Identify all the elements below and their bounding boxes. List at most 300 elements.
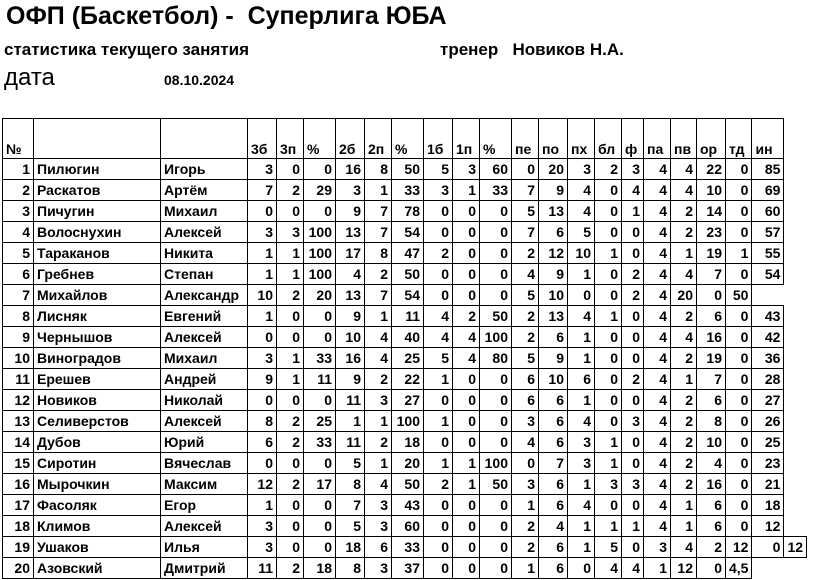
table-cell: 4 [644,348,671,369]
table-cell: 22 [697,159,726,180]
column-header: 3п [277,119,304,159]
surname-cell: Сиротин [34,453,161,474]
table-cell: 0 [453,411,480,432]
table-cell: 3 [248,537,277,558]
table-cell: 2 [512,327,539,348]
table-cell: 0 [453,285,480,306]
table-row [3,474,807,495]
column-header: пх [568,119,595,159]
table-cell: 20 [392,453,424,474]
surname-cell: Раскатов [34,180,161,201]
firstname-cell: Вячеслав [161,453,248,474]
table-row [3,537,807,558]
table-cell: 7 [697,264,726,285]
table-cell: 3 [453,159,480,180]
table-cell: 3 [622,411,644,432]
table-cell: 0 [453,537,480,558]
table-cell: 13 [336,222,365,243]
table-cell: 2 [671,432,697,453]
table-cell: 50 [392,264,424,285]
table-cell: 2 [424,474,453,495]
table-cell: 50 [392,159,424,180]
surname-cell: Фасоляк [34,495,161,516]
table-cell: 1 [512,495,539,516]
firstname-cell: Никита [161,243,248,264]
table-cell: 1 [644,558,671,579]
table-cell: 0 [480,369,512,390]
table-cell: 2 [671,390,697,411]
table-cell: 5 [512,348,539,369]
table-cell: 5 [512,285,539,306]
table-cell: 0 [726,327,752,348]
table-cell: 0 [595,390,622,411]
table-cell: 33 [304,432,336,453]
table-cell: 60 [392,516,424,537]
table-cell: 0 [595,222,622,243]
table-cell: 19 [3,537,34,558]
surname-cell: Новиков [34,390,161,411]
table-cell: 3 [248,348,277,369]
surname-cell: Мырочкин [34,474,161,495]
table-cell: 0 [512,453,539,474]
table-cell: 2 [512,243,539,264]
table-cell: 0 [453,243,480,264]
table-cell: 42 [752,327,784,348]
table-cell: 0 [595,348,622,369]
table-cell: 36 [752,348,784,369]
surname-cell: Тараканов [34,243,161,264]
table-cell: 14 [697,201,726,222]
table-cell: 16 [697,327,726,348]
table-cell: 2 [671,222,697,243]
table-cell: 0 [480,411,512,432]
table-cell: 4 [644,327,671,348]
table-cell: 0 [453,558,480,579]
table-cell: 0 [726,474,752,495]
table-cell: 2 [512,516,539,537]
table-cell: 0 [512,159,539,180]
table-cell: 1 [568,390,595,411]
table-cell: 27 [752,390,784,411]
table-cell: 2 [671,411,697,432]
table-cell: 0 [424,201,453,222]
table-cell: 3 [365,558,392,579]
table-cell: 4 [644,495,671,516]
table-cell: 7 [248,180,277,201]
table-row [3,243,807,264]
table-cell: 60 [480,159,512,180]
table-cell: 2 [277,558,304,579]
firstname-cell: Михаил [161,348,248,369]
table-cell: 0 [424,264,453,285]
table-cell: 33 [392,537,424,558]
table-cell: 0 [622,327,644,348]
table-cell: 0 [568,558,595,579]
table-cell: 6 [539,390,568,411]
column-header: бл [595,119,622,159]
table-cell: 11 [248,558,277,579]
table-cell: 0 [424,558,453,579]
table-cell: 3 [644,537,671,558]
table-cell: 4 [671,537,697,558]
table-cell: 4 [644,390,671,411]
table-cell: 7 [3,285,34,306]
table-cell: 19 [697,348,726,369]
table-cell: 4 [3,222,34,243]
table-cell: 0 [248,327,277,348]
table-cell: 25 [752,432,784,453]
table-cell: 0 [304,495,336,516]
table-cell: 2 [453,306,480,327]
surname-cell: Пичугин [34,201,161,222]
table-cell: 6 [512,369,539,390]
table-cell: 0 [480,558,512,579]
table-cell: 54 [392,285,424,306]
table-cell: 0 [726,369,752,390]
table-cell: 1 [3,159,34,180]
table-row [3,390,807,411]
table-cell: 4 [644,264,671,285]
table-cell: 0 [622,243,644,264]
table-cell: 0 [424,516,453,537]
table-cell: 0 [248,390,277,411]
table-cell: 1 [595,432,622,453]
table-cell: 1 [336,411,365,432]
table-cell: 18 [752,495,784,516]
table-cell: 13 [539,201,568,222]
table-cell: 18 [304,558,336,579]
firstname-cell: Игорь [161,159,248,180]
column-header [161,119,248,159]
table-cell: 0 [424,537,453,558]
table-cell: 2 [622,264,644,285]
table-cell: 0 [726,348,752,369]
column-header: 2п [365,119,392,159]
table-cell: 4 [568,411,595,432]
table-cell: 8 [697,411,726,432]
table-cell: 1 [424,369,453,390]
table-cell: 2 [622,369,644,390]
table-cell: 1 [453,453,480,474]
column-header: % [392,119,424,159]
table-cell: 1 [595,306,622,327]
table-cell: 4 [671,327,697,348]
table-cell: 0 [726,432,752,453]
table-cell: 1 [453,474,480,495]
table-cell: 2 [277,474,304,495]
table-cell: 4 [424,327,453,348]
column-header: тд [726,119,752,159]
table-cell: 4 [568,306,595,327]
table-cell: 4 [644,453,671,474]
table-cell: 0 [277,453,304,474]
table-cell: 2 [277,432,304,453]
table-cell: 20 [3,558,34,579]
surname-cell: Волоснухин [34,222,161,243]
table-cell: 2 [697,537,726,558]
table-cell: 0 [277,201,304,222]
table-cell: 1 [622,516,644,537]
table-cell: 0 [277,159,304,180]
table-cell: 0 [622,390,644,411]
table-cell: 100 [392,411,424,432]
table-cell: 4 [336,264,365,285]
table-cell: 3 [277,222,304,243]
table-cell: 33 [304,348,336,369]
surname-cell: Чернышов [34,327,161,348]
table-cell: 5 [3,243,34,264]
table-cell: 57 [752,222,784,243]
table-cell: 54 [392,222,424,243]
table-cell: 7 [365,201,392,222]
table-cell: 4 [644,201,671,222]
table-cell: 2 [622,285,644,306]
table-cell: 4 [671,264,697,285]
table-cell: 4 [512,432,539,453]
firstname-cell: Алексей [161,411,248,432]
table-cell: 2 [3,180,34,201]
surname-cell: Виноградов [34,348,161,369]
table-cell: 2 [671,306,697,327]
table-cell: 1 [671,516,697,537]
table-cell: 0 [595,201,622,222]
table-cell: 4 [365,348,392,369]
table-cell: 20 [304,285,336,306]
table-cell: 4 [644,285,671,306]
column-header: пе [512,119,539,159]
table-cell: 0 [726,264,752,285]
table-cell: 12 [784,537,807,558]
table-row [3,222,807,243]
table-cell: 0 [453,222,480,243]
table-cell: 0 [726,495,752,516]
table-cell: 1 [277,348,304,369]
table-cell: 2 [671,348,697,369]
table-cell: 1 [365,180,392,201]
table-cell: 3 [248,159,277,180]
table-cell: 4 [568,201,595,222]
table-cell: 4 [671,159,697,180]
table-cell: 2 [277,411,304,432]
table-cell: 47 [392,243,424,264]
table-row [3,432,807,453]
table-cell: 9 [336,201,365,222]
table-cell: 1 [595,516,622,537]
table-cell: 10 [3,348,34,369]
table-cell: 1 [671,243,697,264]
table-cell: 0 [726,306,752,327]
table-row [3,411,807,432]
table-cell: 0 [480,432,512,453]
table-cell: 4 [568,180,595,201]
table-cell: 100 [304,222,336,243]
table-cell: 0 [726,411,752,432]
table-cell: 0 [726,516,752,537]
table-cell: 100 [304,264,336,285]
table-body [3,159,807,579]
table-cell: 50 [480,474,512,495]
table-cell: 1 [277,243,304,264]
table-cell: 5 [595,537,622,558]
table-cell: 10 [336,327,365,348]
table-cell: 5 [336,453,365,474]
surname-cell: Михайлов [34,285,161,306]
table-cell: 0 [622,222,644,243]
table-cell: 0 [304,537,336,558]
table-cell: 78 [392,201,424,222]
table-cell: 9 [539,180,568,201]
table-cell: 2 [365,264,392,285]
table-cell: 0 [622,495,644,516]
firstname-cell: Илья [161,537,248,558]
table-cell: 28 [752,369,784,390]
table-cell: 6 [539,327,568,348]
table-cell: 6 [365,537,392,558]
column-header: 1б [424,119,453,159]
table-cell: 4 [644,180,671,201]
date-value: 08.10.2024 [164,72,235,88]
table-cell: 0 [726,390,752,411]
table-cell: 16 [3,474,34,495]
table-cell: 2 [424,243,453,264]
firstname-cell: Андрей [161,369,248,390]
table-cell: 6 [697,495,726,516]
table-cell: 18 [336,537,365,558]
table-cell: 0 [480,264,512,285]
column-header: 3б [248,119,277,159]
table-cell: 7 [512,180,539,201]
stats-table [2,118,807,579]
table-cell: 3 [512,474,539,495]
table-cell: 3 [424,180,453,201]
table-cell: 85 [752,159,784,180]
table-cell: 20 [539,159,568,180]
table-row [3,558,807,579]
table-cell: 4 [644,411,671,432]
table-cell: 8 [336,474,365,495]
table-cell: 9 [248,369,277,390]
table-cell: 7 [512,222,539,243]
table-cell: 0 [697,558,726,579]
column-header: пв [671,119,697,159]
firstname-cell: Евгений [161,306,248,327]
table-cell: 4 [644,432,671,453]
table-header-row [3,119,807,159]
column-header: № [3,119,34,159]
table-cell: 0 [248,453,277,474]
column-header: 1п [453,119,480,159]
table-cell: 50 [480,306,512,327]
table-cell: 0 [277,390,304,411]
surname-cell: Пилюгин [34,159,161,180]
table-cell: 8 [3,306,34,327]
table-cell: 1 [277,369,304,390]
table-cell: 6 [539,495,568,516]
table-cell: 4 [644,474,671,495]
table-cell: 0 [595,411,622,432]
table-cell: 5 [512,201,539,222]
table-cell: 4 [539,516,568,537]
table-cell: 4,5 [726,558,752,579]
table-cell: 17 [3,495,34,516]
table-cell: 7 [697,369,726,390]
table-cell: 13 [3,411,34,432]
table-cell: 0 [304,159,336,180]
table-cell: 1 [248,495,277,516]
table-cell: 55 [752,243,784,264]
table-cell: 0 [726,453,752,474]
table-cell: 0 [622,537,644,558]
table-cell: 4 [671,180,697,201]
table-cell: 1 [595,243,622,264]
table-cell: 4 [644,159,671,180]
table-cell: 0 [453,390,480,411]
table-row [3,159,807,180]
firstname-cell: Алексей [161,327,248,348]
table-row [3,369,807,390]
table-cell: 0 [480,285,512,306]
column-header: ин [752,119,784,159]
table-cell: 2 [512,306,539,327]
table-cell: 6 [3,264,34,285]
table-cell: 19 [697,243,726,264]
table-cell: 33 [392,180,424,201]
table-cell: 0 [595,495,622,516]
table-cell: 16 [697,474,726,495]
table-cell: 4 [697,453,726,474]
column-header: ор [697,119,726,159]
table-cell: 4 [644,516,671,537]
table-cell: 2 [671,474,697,495]
table-cell: 1 [248,243,277,264]
table-cell: 12 [671,558,697,579]
table-cell: 22 [392,369,424,390]
table-cell: 0 [424,390,453,411]
column-header [34,119,161,159]
table-cell: 20 [671,285,697,306]
table-cell: 3 [622,159,644,180]
table-cell: 33 [480,180,512,201]
table-cell: 4 [568,495,595,516]
table-cell: 3 [365,495,392,516]
table-cell: 0 [568,285,595,306]
table-cell: 0 [277,306,304,327]
table-cell: 0 [595,264,622,285]
table-cell: 0 [595,369,622,390]
table-row [3,327,807,348]
table-cell: 0 [595,285,622,306]
table-cell: 3 [595,474,622,495]
table-cell: 17 [304,474,336,495]
table-cell: 25 [304,411,336,432]
table-cell: 4 [622,180,644,201]
table-cell: 2 [277,285,304,306]
table-cell: 2 [277,180,304,201]
table-cell: 1 [424,453,453,474]
table-row [3,348,807,369]
table-cell: 3 [365,516,392,537]
table-cell: 1 [424,411,453,432]
table-cell: 0 [304,327,336,348]
table-row [3,453,807,474]
table-cell: 0 [480,222,512,243]
table-cell: 5 [424,348,453,369]
table-cell: 4 [595,558,622,579]
table-cell: 10 [697,432,726,453]
table-cell: 21 [752,474,784,495]
table-cell: 37 [392,558,424,579]
table-cell: 1 [512,558,539,579]
